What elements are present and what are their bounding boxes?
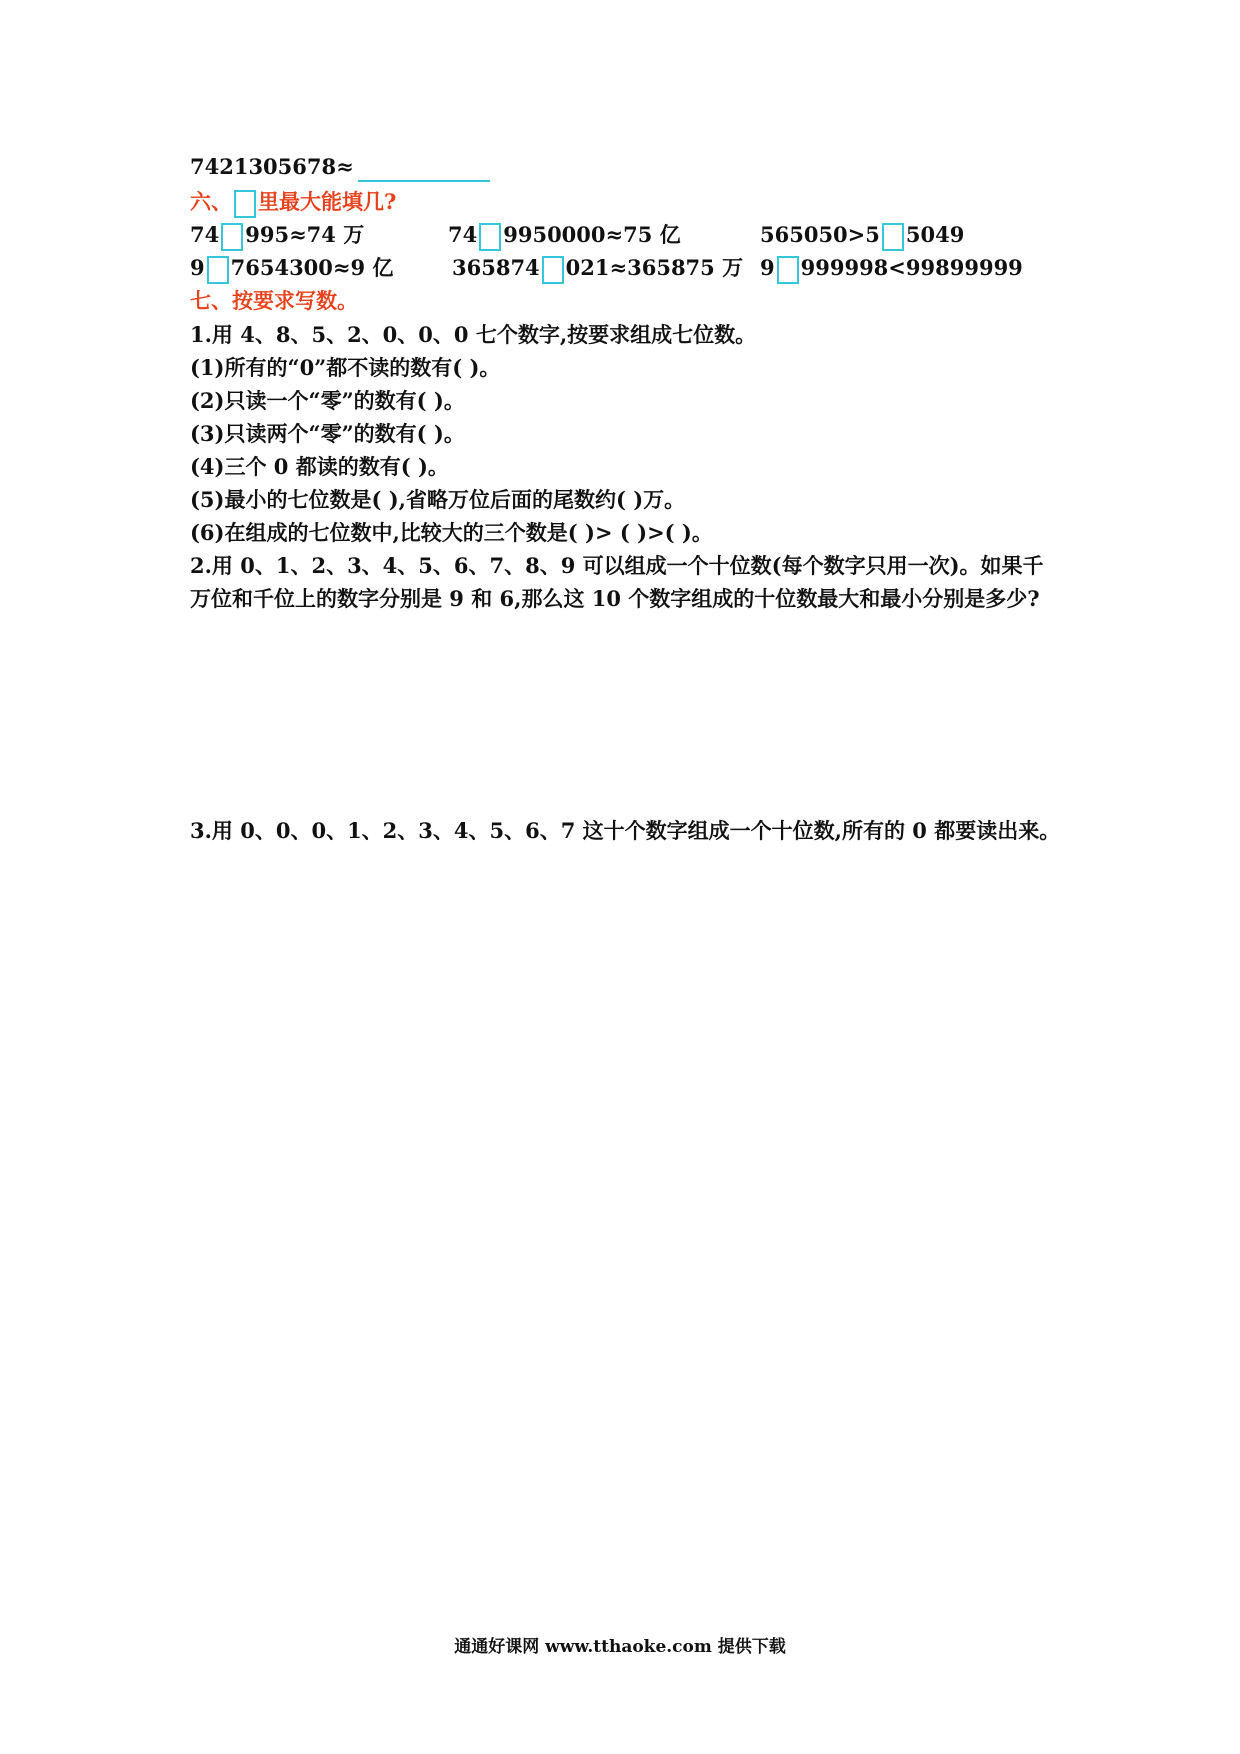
fill-box[interactable] [542,256,564,284]
footer-credit: 通通好课网 www.tthaoke.com 提供下载 [454,1637,786,1657]
fill-item: 9 7654300≈9 亿 [190,253,393,284]
fill-box[interactable] [234,190,256,218]
fill-box[interactable] [207,256,229,284]
question-2-line-1: 2.用 0、1、2、3、4、5、6、7、8、9 可以组成一个十位数(每个数字只用一次)。如果千 [190,553,1044,578]
fill-item: 74 995≈74 万 [190,220,364,251]
approx-symbol: ≈ [336,154,354,179]
fill-box[interactable] [479,223,501,251]
question-1-2: (2)只读一个“零”的数有( )。 [190,388,465,413]
fill-item: 9 999998<99899999 [760,253,1023,284]
question-1-5: (5)最小的七位数是( ),省略万位后面的尾数约( )万。 [190,487,686,512]
question-1-3: (3)只读两个“零”的数有( )。 [190,421,465,446]
fill-item: 565050>5 5049 [760,220,964,251]
question-3: 3.用 0、0、0、1、2、3、4、5、6、7 这十个数字组成一个十位数,所有的 0 都要读出来。 [190,818,1061,843]
question-1-6: (6)在组成的七位数中,比较大的三个数是( )> ( )>( )。 [190,520,713,545]
section-7-heading: 七、按要求写数。 [190,288,358,313]
section-6-heading: 六、 里最大能填几? [190,187,396,218]
fill-box[interactable] [777,256,799,284]
question-1: 1.用 4、8、5、2、0、0、0 七个数字,按要求组成七位数。 [190,322,757,347]
large-number: 7421305678 [190,154,337,179]
fill-item: 365874 021≈365875 万 [452,253,743,284]
question-1-1: (1)所有的“0”都不读的数有( )。 [190,355,501,380]
question-1-4: (4)三个 0 都读的数有( )。 [190,454,449,479]
answer-blank[interactable] [358,154,490,182]
fill-box[interactable] [882,223,904,251]
fill-box[interactable] [221,223,243,251]
question-2-line-2: 万位和千位上的数字分别是 9 和 6,那么这 10 个数字组成的十位数最大和最小分别是多少? [190,586,1040,611]
fill-item: 74 9950000≈75 亿 [448,220,681,251]
approximation-line [190,152,490,182]
